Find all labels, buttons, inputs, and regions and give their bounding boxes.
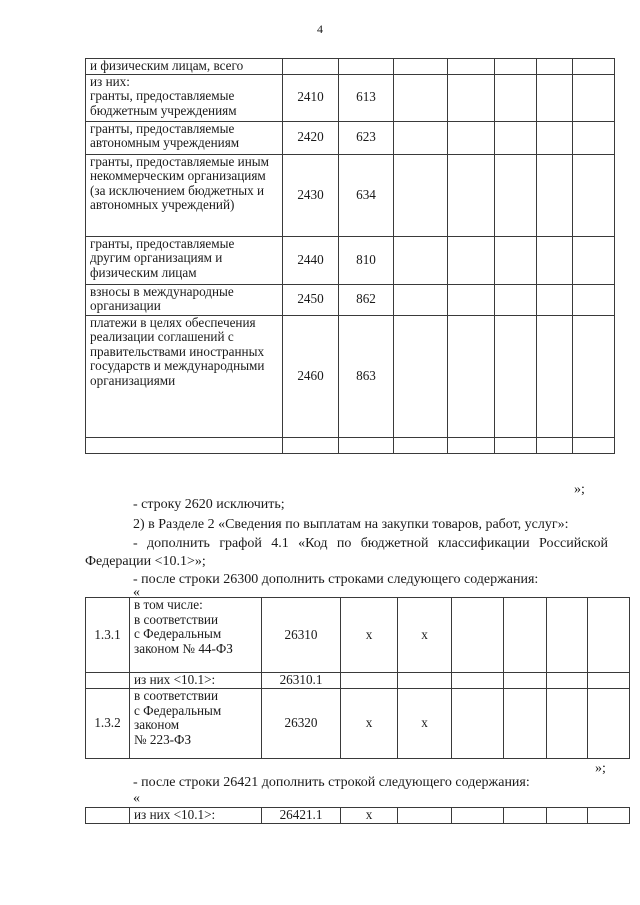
table-row bbox=[86, 154, 615, 236]
empty-cell bbox=[495, 284, 537, 315]
paragraph-add-column-l1: - дополнить графой 4.1 «Код по бюджетной классификации Российской bbox=[133, 536, 608, 551]
empty-cell bbox=[537, 74, 573, 121]
empty-cell bbox=[495, 74, 537, 121]
row-kbk bbox=[339, 59, 394, 75]
table-row bbox=[86, 689, 630, 759]
row-code bbox=[283, 59, 339, 75]
empty-cell bbox=[537, 236, 573, 284]
empty-cell bbox=[448, 59, 495, 75]
empty-cell bbox=[573, 121, 615, 154]
opening-quote: « bbox=[133, 791, 140, 806]
row-name bbox=[86, 437, 283, 453]
row-code: 2410 bbox=[283, 74, 339, 121]
row-code: 26310.1 bbox=[262, 673, 341, 689]
row-name: платежи в целях обеспечения реализации соглашений с правительствами иностранных государств и международными организациями bbox=[86, 315, 283, 437]
empty-cell bbox=[448, 437, 495, 453]
empty-cell bbox=[537, 59, 573, 75]
empty-cell bbox=[495, 154, 537, 236]
paragraph-after-26421: - после строки 26421 дополнить строкой следующего содержания: bbox=[133, 775, 530, 790]
row-kbk: 634 bbox=[339, 154, 394, 236]
empty-cell bbox=[573, 59, 615, 75]
row-kbk bbox=[339, 437, 394, 453]
empty-cell bbox=[448, 315, 495, 437]
empty-cell bbox=[394, 437, 448, 453]
page-number: 4 bbox=[317, 22, 323, 36]
row-number: 1.3.1 bbox=[86, 598, 130, 673]
empty-cell bbox=[394, 59, 448, 75]
table-row bbox=[86, 74, 615, 121]
row-x: x bbox=[341, 689, 398, 759]
row-code: 26320 bbox=[262, 689, 341, 759]
row-kbk: 862 bbox=[339, 284, 394, 315]
empty-cell bbox=[537, 315, 573, 437]
empty-cell bbox=[394, 284, 448, 315]
row-name: и физическим лицам, всего bbox=[86, 59, 283, 75]
row-x: x bbox=[398, 689, 452, 759]
row-name: гранты, предоставляемые автономным учреждениям bbox=[86, 121, 283, 154]
table-row bbox=[86, 437, 615, 453]
empty-cell bbox=[394, 315, 448, 437]
row-code: 26310 bbox=[262, 598, 341, 673]
empty-cell bbox=[573, 315, 615, 437]
table-row bbox=[86, 598, 630, 673]
row-kbk: 623 bbox=[339, 121, 394, 154]
row-kbk: 810 bbox=[339, 236, 394, 284]
row-name: из них: гранты, предоставляемые бюджетным учреждениям bbox=[86, 74, 283, 121]
row-x: x bbox=[341, 808, 398, 824]
row-name: гранты, предоставляемые иным некоммерческим организациям (за исключением бюджетных и автономных учреждений) bbox=[86, 154, 283, 236]
row-x: x bbox=[398, 598, 452, 673]
row-name: из них <10.1>: bbox=[130, 808, 262, 824]
row-kbk: 863 bbox=[339, 315, 394, 437]
row-code: 2450 bbox=[283, 284, 339, 315]
row-name: в соответствии с Федеральным законом № 223-ФЗ bbox=[130, 689, 262, 759]
empty-cell bbox=[394, 154, 448, 236]
table-procurement bbox=[85, 597, 630, 759]
empty-cell bbox=[495, 121, 537, 154]
empty-cell bbox=[537, 154, 573, 236]
empty-cell bbox=[573, 437, 615, 453]
table-row bbox=[86, 284, 615, 315]
row-kbk: 613 bbox=[339, 74, 394, 121]
empty-cell bbox=[495, 315, 537, 437]
empty-cell bbox=[537, 437, 573, 453]
row-code: 2430 bbox=[283, 154, 339, 236]
opening-quote: « bbox=[133, 585, 140, 600]
empty-cell bbox=[495, 437, 537, 453]
empty-cell bbox=[573, 154, 615, 236]
table-row bbox=[86, 59, 615, 75]
empty-cell bbox=[495, 236, 537, 284]
row-code: 2440 bbox=[283, 236, 339, 284]
empty-cell bbox=[394, 121, 448, 154]
paragraph-section2: 2) в Разделе 2 «Сведения по выплатам на закупки товаров, работ, услуг»: bbox=[133, 517, 569, 532]
empty-cell bbox=[448, 74, 495, 121]
empty-cell bbox=[394, 236, 448, 284]
row-x: x bbox=[341, 598, 398, 673]
row-code bbox=[283, 437, 339, 453]
closing-quote: »; bbox=[574, 482, 585, 497]
empty-cell bbox=[537, 284, 573, 315]
empty-cell bbox=[448, 121, 495, 154]
empty-cell bbox=[448, 154, 495, 236]
row-number: 1.3.2 bbox=[86, 689, 130, 759]
empty-cell bbox=[573, 74, 615, 121]
closing-quote: »; bbox=[595, 761, 606, 776]
table-row bbox=[86, 121, 615, 154]
table-row bbox=[86, 315, 615, 437]
table-row bbox=[86, 808, 630, 824]
row-code: 2420 bbox=[283, 121, 339, 154]
row-name: взносы в международные организации bbox=[86, 284, 283, 315]
empty-cell bbox=[537, 121, 573, 154]
paragraph-add-column-l2: Федерации <10.1>»; bbox=[85, 554, 206, 569]
paragraph-after-26300: - после строки 26300 дополнить строками следующего содержания: bbox=[133, 572, 539, 587]
empty-cell bbox=[448, 236, 495, 284]
table-row bbox=[86, 236, 615, 284]
row-name: из них <10.1>: bbox=[130, 673, 262, 689]
table-row bbox=[86, 673, 630, 689]
row-name: в том числе: в соответствии с Федеральным законом № 44-ФЗ bbox=[130, 598, 262, 673]
table-grants bbox=[85, 58, 615, 454]
empty-cell bbox=[495, 59, 537, 75]
paragraph-exclude-row: - строку 2620 исключить; bbox=[133, 497, 285, 512]
row-code: 2460 bbox=[283, 315, 339, 437]
empty-cell bbox=[394, 74, 448, 121]
row-code: 26421.1 bbox=[262, 808, 341, 824]
table-single-row bbox=[85, 807, 630, 824]
empty-cell bbox=[573, 284, 615, 315]
empty-cell bbox=[573, 236, 615, 284]
row-name: гранты, предоставляемые другим организациям и физическим лицам bbox=[86, 236, 283, 284]
empty-cell bbox=[448, 284, 495, 315]
